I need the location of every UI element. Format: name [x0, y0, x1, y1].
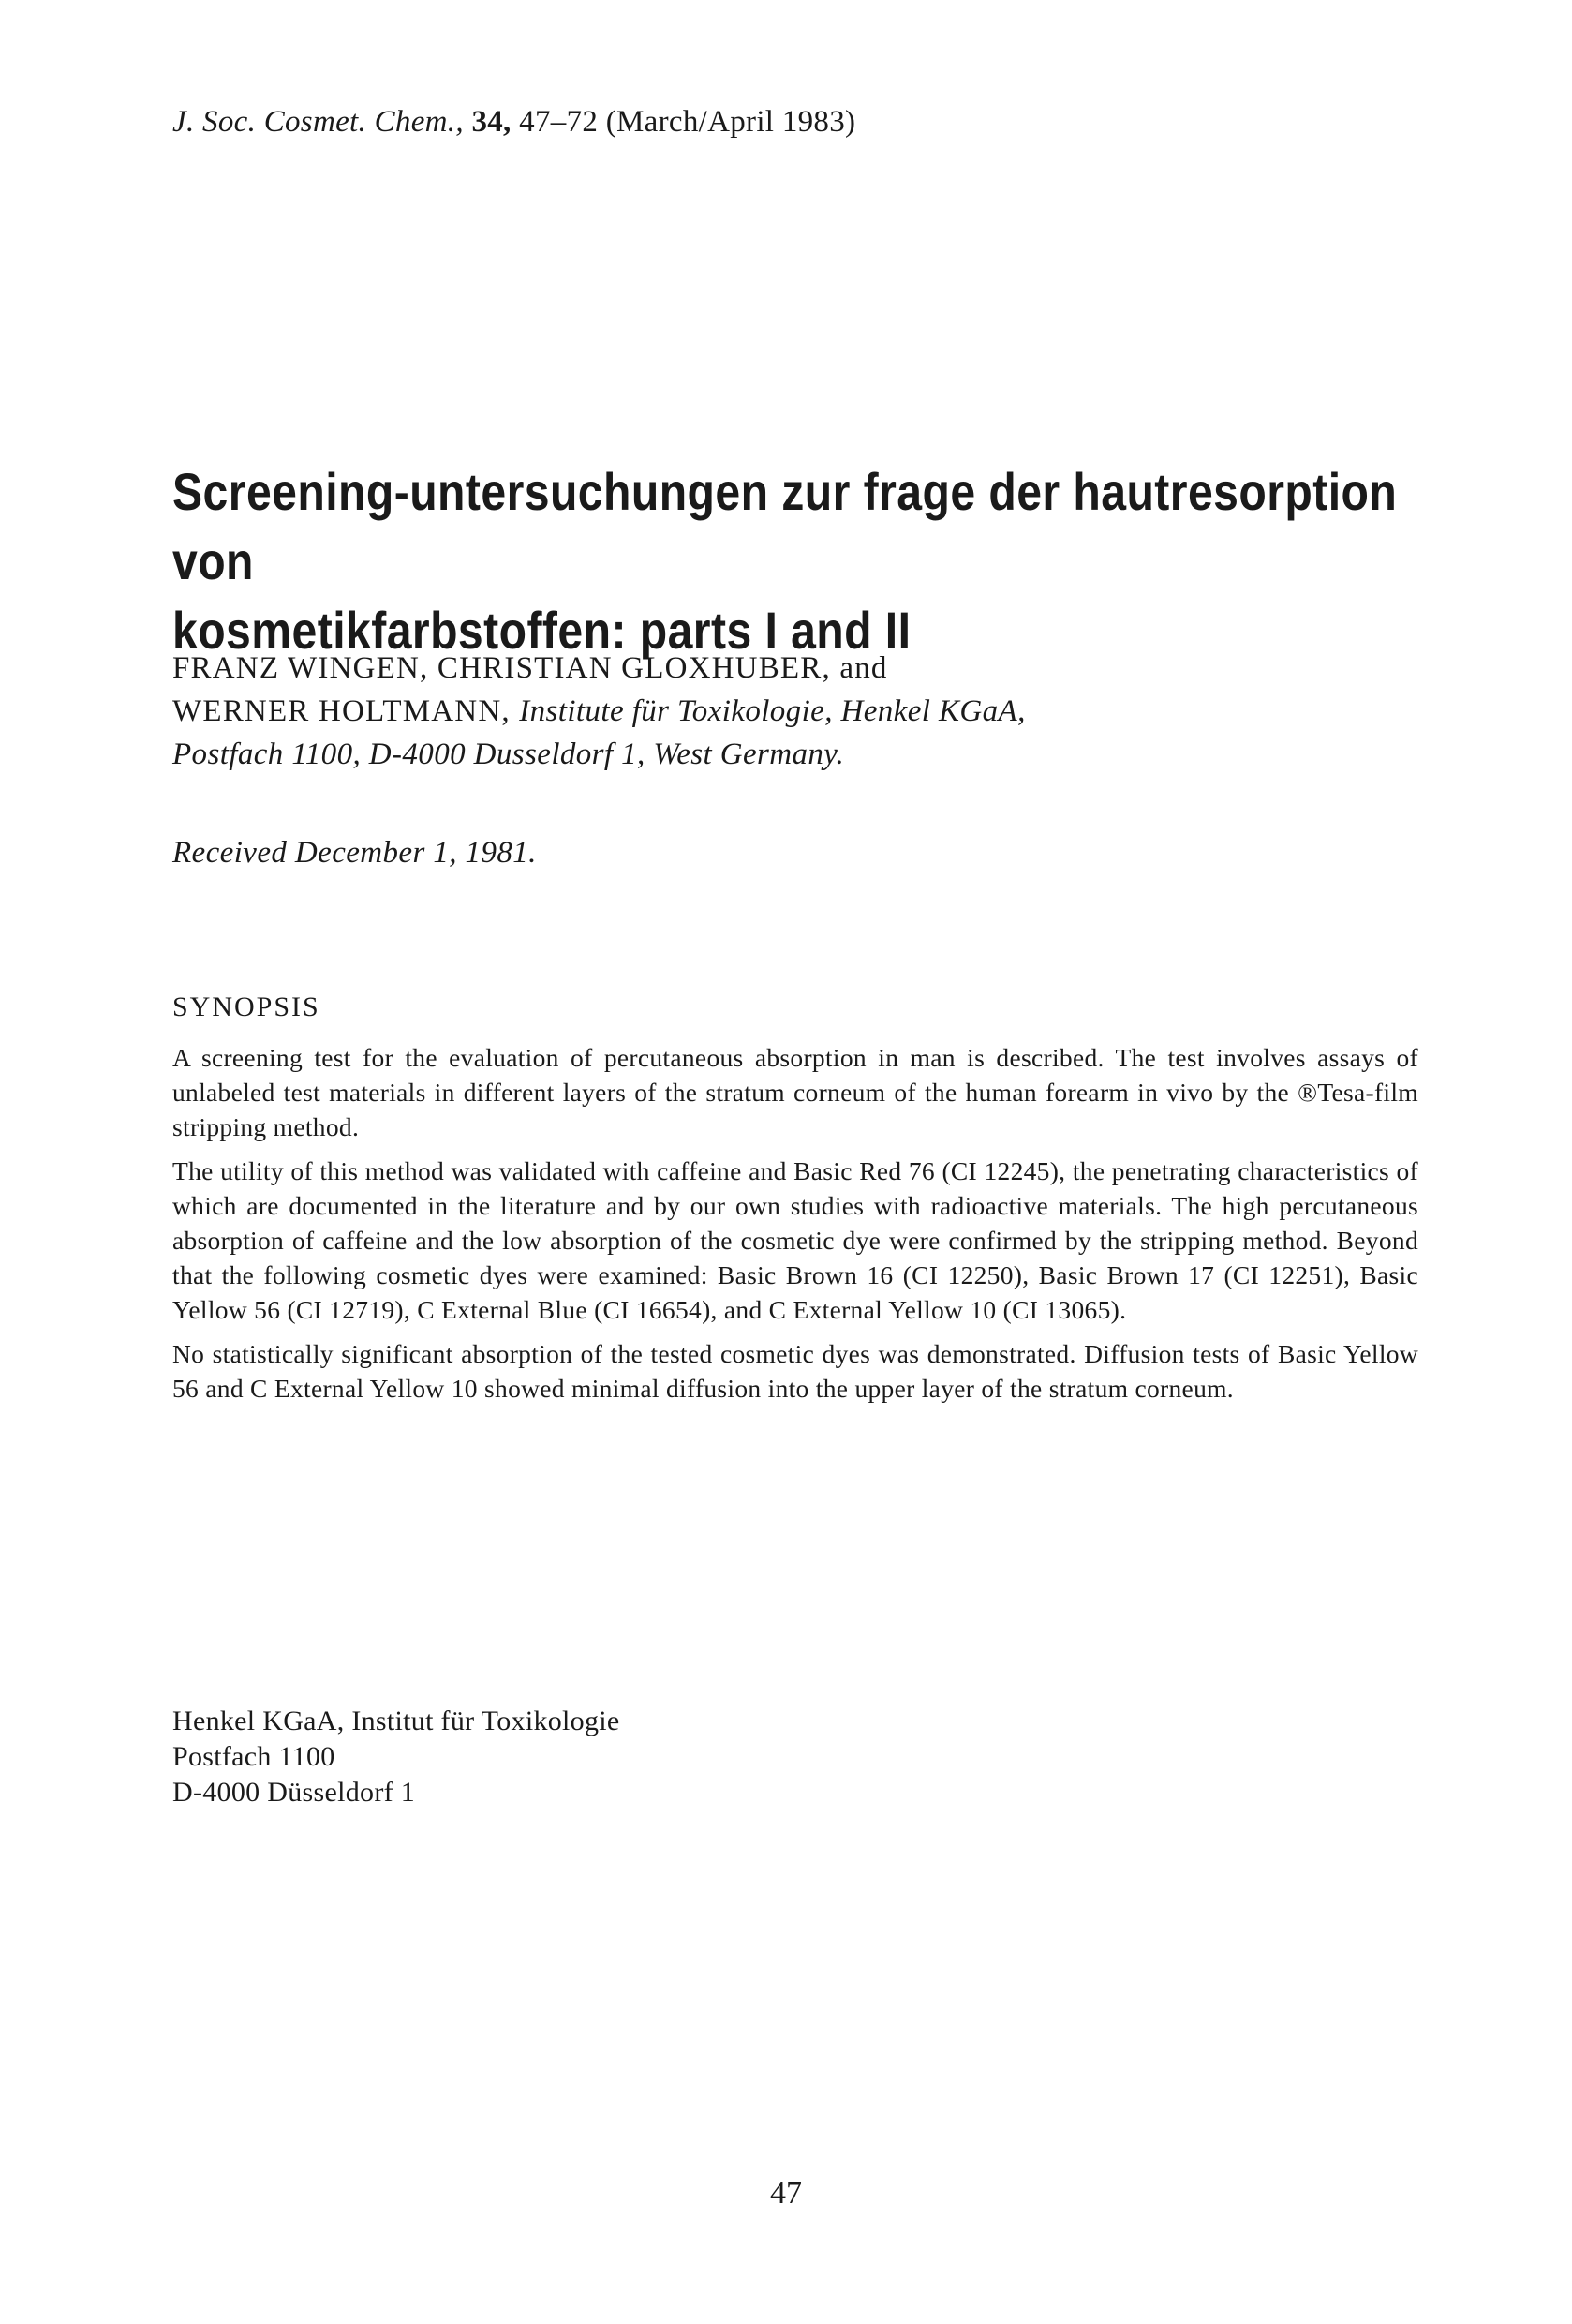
received-date: Received December 1, 1981.	[172, 836, 537, 870]
author-affiliation-address: Postfach 1100, D-4000 Dusseldorf 1, West Germany.	[172, 737, 845, 771]
synopsis-paragraph: The utility of this method was validated with caffeine and Basic Red 76 (CI 12245), the penetrating characteristics of which are documented in the literature and by our own studies with radioactive materials. The high percutaneous absorption of caffeine and the low absorption of the cosmetic dye were confirmed by the stripping method. Beyond that the following cosmetic dyes were examined: Basic Brown 16 (CI 12250), Basic Brown 17 (CI 12251), Basic Yellow 56 (CI 12719), C External Blue (CI 16654), and C External Yellow 10 (CI 13065).	[172, 1156, 1418, 1324]
article-title-line-2: kosmetikfarbstoffen: parts I and II	[172, 601, 912, 660]
synopsis-paragraph: A screening test for the evaluation of percutaneous absorption in man is described. The test involves assays of unlabeled test materials in different layers of the stratum corneum of the human forearm in vivo by the ®Tesa-film stripping method.	[172, 1043, 1418, 1141]
journal-citation-header	[172, 105, 855, 140]
synopsis-body	[172, 1040, 1418, 1415]
synopsis-heading: SYNOPSIS	[172, 991, 320, 1022]
correspondence-address	[172, 1704, 620, 1810]
author-block	[172, 647, 1390, 776]
page-number: 47	[770, 2176, 802, 2211]
address-line-3: D-4000 Düsseldorf 1	[172, 1777, 416, 1808]
journal-name: J. Soc. Cosmet. Chem.,	[172, 105, 464, 139]
article-title	[172, 457, 1405, 665]
synopsis-paragraph: No statistically significant absorption of the tested cosmetic dyes was demonstrated. Diffusion tests of Basic Yellow 56 and C External Yellow 10 showed minimal diffusion into the upper layer of the stratum corneum.	[172, 1339, 1418, 1403]
journal-pages-date: 47–72 (March/April 1983)	[519, 105, 856, 139]
article-title-line-1: Screening-untersuchungen zur frage der hautresorption von	[172, 462, 1398, 590]
address-line-2: Postfach 1100	[172, 1741, 335, 1772]
authors-line-2-names: WERNER HOLTMANN,	[172, 694, 511, 728]
author-affiliation: Institute für Toxikologie, Henkel KGaA,	[519, 694, 1026, 728]
journal-volume: 34,	[471, 105, 512, 139]
authors-line-1: FRANZ WINGEN, CHRISTIAN GLOXHUBER, and	[172, 651, 888, 685]
address-line-1: Henkel KGaA, Institut für Toxikologie	[172, 1706, 620, 1736]
